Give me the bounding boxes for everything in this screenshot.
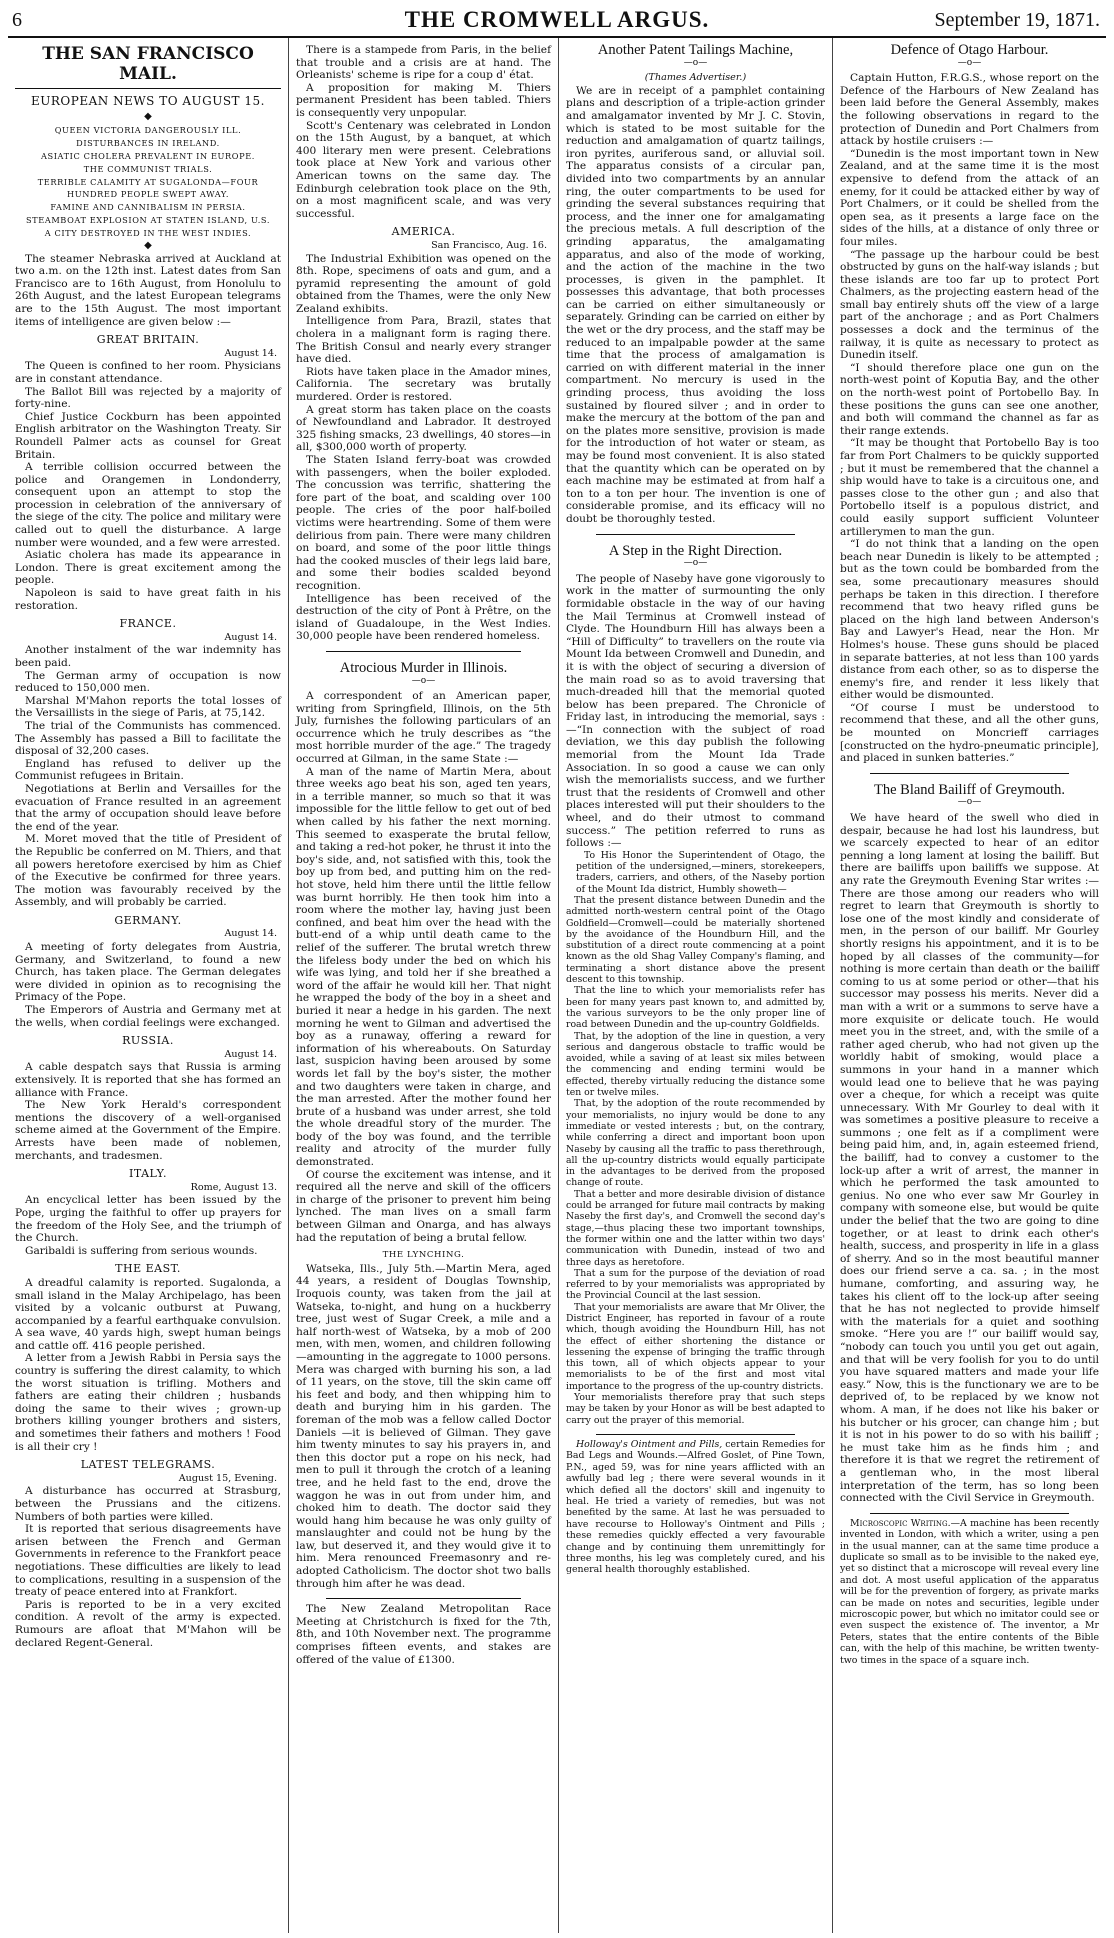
paragraph: A great storm has taken place on the coasts of Newfoundland and Labrador. It destroyed 325 fishing smacks, 23 dwellings, 40 stores—in all, $300,000 worth of property. <box>296 403 551 454</box>
paragraph: A cable despatch says that Russia is arming extensively. It is reported that she has formed an alliance with France. <box>15 1061 281 1099</box>
issue-date: September 19, 1871. <box>934 9 1100 31</box>
divider-rule <box>596 534 795 535</box>
paragraph: Paris is reported to be in a very excited condition. A revolt of the army is expected. Rumours are afloat that M'Mahon will be declared Regent-General. <box>15 1598 281 1649</box>
paragraph: A man of the name of Martin Mera, about three weeks ago beat his son, aged ten years, in a terrible manner, so much so that it was impossible for the little fellow to get out of bed when called by his father the next morning. This seemed to exasperate the brutal fellow, and taking a red-hot poker, he thrust it into the boy's side, and, not satisfied with this, took the boy up from bed, and putting him on the red-hot stove, held him there until the little fellow was burnt horribly. He then took him into a room where the mother lay, having just been confined, and beat him over the head with the butt-end of a whip until death came to the relief of the sufferer. The brutal wretch threw the lifeless body under the bed on which his wife was lying, and told her if she breathed a word of the affair he would kill her. That night he wrapped the body of the boy in a sheet and buried it near a hedge in his garden. The next morning he went to Gilman and advertised the boy as a runaway, offering a reward for information of his whereabouts. On Saturday last, suspicion having been aroused by some words let fall by the boy's sister, the mother and two daughters were taken in charge, and the man arrested. After the mother found her brute of a husband was under arrest, she told the whole dreadful story of the murder. The body of the boy was found, and the terrible reality and atrocity of the murder fully demonstrated. <box>296 765 551 1169</box>
paragraph: That the line to which your memorialists refer has been for many years past known to, and admitted by, the various surveyors to be the only proper line of road between Dunedin and the up-country Goldfields. <box>566 985 825 1031</box>
headline: FAMINE AND CANNIBALISM IN PERSIA. <box>50 201 246 212</box>
column-3 <box>558 38 832 1933</box>
paragraph: The people of Naseby have gone vigorously to work in the matter of surmounting the only formidable obstacle in the way of our having the Mail Terminus at Cromwell instead of Clyde. The Houndburn Hill has always been a “Hill of Difficulty” to travellers on the route via Mount Ida between Cromwell and Dunedin, and it is with the object of securing a diversion of the main road so as to avoid traversing that much-dreaded hill that the memorial quoted below has been prepared. The Chronicle of Friday last, in introducing the memorial, says :—“In connection with the subject of road deviation, we this day publish the following memorial from the Mount Ida Trade Association. In so good a cause we can only wish the memorialists success, and we further trust that the residents of Cromwell and other places interested will put their shoulders to the wheel, and do their utmost to command success.” The petition referred to runs as follows :— <box>566 572 825 850</box>
item-microscopic-writing <box>840 1518 1099 1666</box>
paragraph: Scott's Centenary was celebrated in London on the 15th August, by a banquet, at which 400 literary men were present. Celebrations took place at New York and various other American towns on the same day. The Edinburgh celebration took place on the 9th, on a most magnificent scale, and was very successful. <box>296 119 551 220</box>
paragraph: The Emperors of Austria and Germany met at the wells, when cordial feelings were exchanged. <box>15 1004 281 1029</box>
paragraph: “It may be thought that Portobello Bay is too far from Port Chalmers to be quickly supported ; but it must be remembered that the channel a ship would have to take is a circuitous one, and passes close to the other gun ; and also that Portobello itself is a populous district, and could easily support sufficient Volunteer artillerymen to man the gun. <box>840 437 1099 538</box>
section-the-east: THE EAST. <box>115 1262 181 1276</box>
paragraph: Asiatic cholera has made its appearance in London. There is great excitement among the people. <box>15 549 281 587</box>
article-title-sf-mail: THE SAN FRANCISCO MAIL. <box>15 44 281 89</box>
headline: STEAMBOAT EXPLOSION AT STATEN ISLAND, U.S. <box>25 214 271 225</box>
subtitle-european-news: EUROPEAN NEWS TO AUGUST 15. <box>31 94 265 108</box>
column-4 <box>832 38 1106 1933</box>
paragraph: The Industrial Exhibition was opened on the 8th. Rope, specimens of oats and gum, and a pyramid representing the amount of gold obtained from the Thames, were the only New Zealand exhibits. <box>296 252 551 315</box>
dateline: August 14. <box>224 631 277 643</box>
article-title-defence: Defence of Otago Harbour. <box>890 42 1049 58</box>
dateline: August 14. <box>224 1048 277 1060</box>
paragraph: That the present distance between Dunedin and the admitted north-western central point of the Otago Goldfield—Cromwell—could be materially shortened by the avoidance of the Houndburn Hill, and the substitution of a direct route commencing at a point known as the old Shag Valley Company's flaming, and terminating a short distance above the present descent to this township. <box>566 895 825 986</box>
advertisement-holloway <box>566 1439 825 1576</box>
paragraph: Of course the excitement was intense, and it required all the nerve and skill of the officers in charge of the prisoner to prevent him being lynched. The man lives on a small farm between Gilman and Onarga, and has always had the reputation of being a brutal fellow. <box>296 1168 551 1244</box>
divider-rule <box>870 1513 1069 1514</box>
ornament-divider: ◆ <box>144 110 152 122</box>
divider-rule <box>596 1434 795 1435</box>
source-credit: (Thames Advertiser.) <box>644 72 747 84</box>
dateline: Rome, August 13. <box>190 1181 277 1193</box>
paragraph: That your memorialists are aware that Mr Oliver, the District Engineer, has reported in favour of a route which, though avoiding the Houndburn Hill, has not the effect of either shortening the distance or lessening the expense of bringing the traffic through this town, all of which objects appear to your memorialists to be of the first and most vital importance to the progress of the up-country districts. <box>566 1301 825 1392</box>
divider-rule <box>326 1598 521 1599</box>
headline: QUEEN VICTORIA DANGEROUSLY ILL. <box>54 124 242 135</box>
headline: TERRIBLE CALAMITY AT SUGALONDA—FOUR HUNDRED PEOPLE SWEPT AWAY. <box>37 176 259 199</box>
paragraph: M. Moret moved that the title of President of the Republic be conferred on M. Thiers, and that all powers heretofore exercised by him as Chief of the Executive be confirmed for three years. The motion was favourably received by the Assembly, and will probably be carried. <box>15 833 281 909</box>
ornament-divider: —o— <box>957 797 982 808</box>
paragraph: “Dunedin is the most important town in New Zealand, and at the same time it is the most expensive to defend from the attack of an enemy, for it could be attacked either by way of Port Chalmers, or it could be shelled from the open sea, as it presents a large face on the sides of the hills, at a distance of only three or four miles. <box>840 147 1099 248</box>
paragraph: “Of course I must be understood to recommend that these, and all the other guns, be mounted on Moncrieff carriages [constructed on the hydro-pneumatic principle], and placed in sunken batteries.” <box>840 701 1099 765</box>
paragraph: That, by the adoption of the line in question, a very serious and dangerous obstacle to traffic would be avoided, while a saving of at least six miles between the commencing and ending termini would be effected, thereby virtually reducing the distance some ten or twelve miles. <box>566 1030 825 1099</box>
paragraph: “I do not think that a landing on the open beach near Dunedin is likely to be attempted ; but as the town could be bombarded from the sea, some precautionary measures should perhaps be taken in this direction. I therefore recommend that two heavy rifled guns be placed on the high land between Anderson's Bay and Lawyer's Head, near the Hon. Mr Holmes's house. These guns should be placed in separate batteries, at not less than 100 yards distance from each other, so as to disperse the enemy's fire, and render it less likely that either would be dismounted. <box>840 538 1099 702</box>
headline: THE COMMUNIST TRIALS. <box>83 163 213 174</box>
paragraph: Napoleon is said to have great faith in his restoration. <box>15 587 281 612</box>
paragraph: There is a stampede from Paris, in the belief that trouble and a crisis are at hand. The Orleanists' scheme is ripe for a coup d' état. <box>296 44 551 82</box>
masthead <box>8 6 1106 38</box>
item-lead: Microscopic Writing. <box>850 1517 951 1529</box>
headline: A CITY DESTROYED IN THE WEST INDIES. <box>44 227 252 238</box>
paragraph: A meeting of forty delegates from Austria, Germany, and Switzerland, to found a new Church, has taken place. The German delegates were divided in opinion as to recognising the Primacy of the Pope. <box>15 941 281 1004</box>
column-1 <box>8 38 288 1933</box>
paragraph: We are in receipt of a pamphlet containing plans and description of a triple-action grinder and amalgamator invented by Mr J. C. Stovin, which is stated to be most suitable for the reduction and amalgamation of quartz tailings, iron pyrites, auriferous sand, or alluvial soil. The apparatus consists of a circular pan, divided into two compartments by an annular ring, the outer compartments to be used for grinding the several substances requiring that process, and the inner one for amalgamating the precious metals. A full description of the grinding apparatus, the amalgamating apparatus, and also of the mode of working, and the action of the machine in the two processes, is given in the pamphlet. It possesses this advantage, that both processes can be carried on either simultaneously or separately. Grinding can be carried on either by the wet or the dry process, and the staff may be reduced to an impalpable powder at the same time that the process of amalgamation is carried on with different material in the inner compartment. No mercury is used in the grinding process, thus avoiding the loss sustained by floured silver ; and in order to make the mercury at the bottom of the pan and on the plates more sensitive, provision is made for the introduction of hot water or steam, as may be found most convenient. It is also stated that the quantity which can be operated on by each machine may be estimated at from half a ton to a ton per hour. The invention is one of considerable promise, and its efficacy will no doubt be thoroughly tested. <box>566 84 825 525</box>
paragraph: An encyclical letter has been issued by the Pope, urging the faithful to offer up prayers for the freedom of the Holy See, and the triumph of the Church. <box>15 1194 281 1245</box>
dateline: San Francisco, Aug. 16. <box>431 239 547 251</box>
paragraph: Garibaldi is suffering from serious wounds. <box>25 1244 258 1257</box>
paragraph: Intelligence from Para, Brazil, states that cholera in a malignant form is raging there. The British Consul and nearly every stranger have died. <box>296 315 551 366</box>
section-america: AMERICA. <box>391 225 456 239</box>
paragraph: “I should therefore place one gun on the north-west point of Koputia Bay, and the other on the north-west point of Portobello Bay. In these positions the guns can see one another, and both will command the channel as far as their range extends. <box>840 361 1099 437</box>
paragraph: We have heard of the swell who died in despair, because he had lost his laundress, but we scarcely expected to hear of an editor penning a long lament at losing the bailiff. But there are bailiffs upon bailiffs we suppose. At any rate the Greymouth Evening Star writes :—There are those among our readers who will regret to learn that Greymouth is shortly to lose one of the most kindly and considerate of men, in the person of our bailiff. Mr Gourley shortly resigns his appointment, and it is to be hoped by all classes of the community—for nothing is more certain than death or the bailiff coming to us at some period or other—that his successor may possess his merits. Never did a man with a writ or a summons to serve have a more exquisite or delicate touch. He would meet you in the street, and, with the smile of a rather aged cherub, who had not given up the worldly habit of smoking, would place a summons in your hand in a manner which would lead one to believe that he was paying over a cheque, for which a receipt was quite unnecessary. With Mr Gourley to deal with it was sometimes a positive pleasure to receive a summons ; one felt as if a compliment were being paid him, and, in, again esteemed friend, the bailiff, had to convey a customer to the lock-up after a writ of arrest, the manner in which he performed the task amounted to genius. No one who ever saw Mr Gourley in company with someone else, but would be quite under the belief that the two are going to dine together, or at least to drink each other's health, success, and prosperity in life in a glass of sherry. And so in the most beautiful manner does our friend serve a ca. sa. ; in the most humane, comforting, and assuring way, he takes his client off to the lock-up after seeing that he has not neglected to provide himself with the materials for a quiet and soothing smoke. “Here you are !” our bailiff would say, “nobody can touch you until you get out again, and that will be very foolish for you to do until you have squared matters and made your life easy.” Now, this is the functionary we are to be deprived of, to be replaced by we know not whom. A man, if he does not like his baker or his butcher or his grocer, can change him ; but it is not in his power to do so with his bailiff ; he must take him as he finds him ; and therefore it is that we regret the retirement of a gentleman who, in the most liberal interpretation of the term, has so long been connected with the Civil Service in Greymouth. <box>840 812 1099 1505</box>
paragraph: That a better and more desirable division of distance could be arranged for future mail contracts by making Naseby the first day's, and Cromwell the second day's stage,—thus placing these two important townships, the former within one and the latter within two days' communication with Dunedin, instead of two and three days as heretofore. <box>566 1188 825 1268</box>
article-title-bailiff: The Bland Bailiff of Greymouth. <box>873 781 1065 798</box>
ornament-divider: —o— <box>411 675 436 686</box>
paragraph: Negotiations at Berlin and Versailles for the evacuation of France resulted in an agreement that the army of occupation should leave before the end of the year. <box>15 782 281 833</box>
paragraph: The Ballot Bill was rejected by a majority of forty-nine. <box>15 385 281 411</box>
column-2 <box>288 38 558 1933</box>
headline: ASIATIC CHOLERA PREVALENT IN EUROPE. <box>41 150 255 161</box>
article-title-tailings: Another Patent Tailings Machine, <box>597 42 794 58</box>
advert-lead: Holloway's Ointment and Pills, <box>576 1438 723 1450</box>
paragraph: Captain Hutton, F.R.G.S., whose report on the Defence of the Harbours of New Zealand has been laid before the General Assembly, makes the following observations in regard to the protection of Dunedin and Port Chalmers from attack by hostile cruisers :— <box>840 72 1099 148</box>
paragraph: Another instalment of the war indemnity has been paid. <box>15 644 281 669</box>
intro-paragraph: The steamer Nebraska arrived at Auckland at two a.m. on the 12th inst. Latest dates from San Francisco are to 16th August, from Honolulu to 26th August, and the latest European telegrams are to the 15th August. The most important items of intelligence are given below :— <box>15 252 281 328</box>
paragraph: Your memorialists therefore pray that such steps may be taken by your Honor as will be best adapted to carry out the prayer of this memorial. <box>566 1392 825 1426</box>
paragraph: The Staten Island ferry-boat was crowded with passengers, when the boiler exploded. The concussion was terrific, shattering the fore part of the boat, and scalding over 100 people. The cries of the poor half-boiled victims were heartrending. Some of them were delirious from pain. There were many children on board, and some of the poor little things had the cooked muscles of their legs laid bare, and some their bodies scalded beyond recognition. <box>296 454 551 592</box>
paragraph: Watseka, Ills., July 5th.—Martin Mera, aged 44 years, a resident of Douglas Township, Iroquois county, was taken from the jail at Watseka, to-night, and hung on a huckberry tree, just west of Sugar Creek, a mile and a half north-west of Watseka, by a mob of 200 men, with men, women, and children following—amounting in the aggregate to 1000 persons. Mera was charged with burning his son, a lad of 11 years, on the stove, till the skin came off his feet and body, and then whipping him to death and burying him in his garden. The foreman of the mob was a fellow called Doctor Daniels —it is believed of Gilman. They gave him twenty minutes to say his prayers in, and then this doctor put a rope on his neck, had men to pull it through the crotch of a leaning tree, and he held fast to the end, drove the waggon he was in out from under him, and choked him to death. The doctor said they would hang him because he was only guilty of manslaughter and could not be hung by the law, but deserved it, and they would give it to him. Mera renounced Freemasonry and re-adopted Catholicism. The doctor shot two balls through him after he was dead. <box>296 1262 551 1590</box>
paragraph: A letter from a Jewish Rabbi in Persia says the country is suffering the direst calamity, to which the worst situation is trifling. Mothers and fathers are eating their children ; husbands doing the same to their wives ; grown-up brothers killing younger brothers and sisters, and sometimes their fathers and mothers ! Food is all their cry ! <box>15 1352 281 1453</box>
section-italy: ITALY. <box>129 1167 167 1181</box>
petition-address: To His Honor the Superintendent of Otago, the petition of the undersigned,—miners, storekeepers, traders, carriers, and others, of the Naseby portion of the Mount Ida district, Humbly showeth— <box>576 849 825 895</box>
dateline: August 14. <box>224 928 277 940</box>
paragraph: The New York Herald's correspondent mentions the discovery of a well-organised scheme aimed at the Government of the Empire. Arrests have been made of noblemen, merchants, and tradesmen. <box>15 1099 281 1162</box>
paragraph: Chief Justice Cockburn has been appointed English arbitrator on the Washington Treaty. Sir Roundell Palmer acts as counsel for Great Britain. <box>15 410 281 461</box>
page-number: 6 <box>12 9 22 31</box>
ornament-divider: —o— <box>683 558 708 569</box>
paragraph: Intelligence has been received of the destruction of the city of Pont à Prêtre, on the island of Guadaloupe, in the West Indies. 30,000 people have been rendered homeless. <box>296 592 551 643</box>
paragraph: It is reported that serious disagreements have arisen between the French and German Governments in reference to the Frankfort peace negotiations. These difficulties are likely to lead to complications, resulting in a suspension of the treaty of peace entered into at Frankfort. <box>15 1523 281 1599</box>
advert-text: certain Remedies for Bad Legs and Wounds.—Alfred Goslet, of Pine Town, P.N., aged 59, was for nine years afflicted with an awfully bad leg ; there were several wounds in it which defied all the doctors' skill and ingenuity to heal. He tried a variety of remedies, but was not benefited by the same. At last he was persuaded to have recourse to Holloway's Ointment and Pills ; these remedies quickly effected a very favourable change and by continuing them unremittingly for three months, his leg was completely cured, and his general health thoroughly established. <box>566 1438 826 1576</box>
paragraph: A disturbance has occurred at Strasburg, between the Prussians and the citizens. Numbers of both parties were killed. <box>15 1485 281 1523</box>
paragraph: Marshal M'Mahon reports the total losses of the Versaillists in the siege of Paris, at 75,142. <box>15 694 281 720</box>
petition-block <box>566 850 825 1426</box>
paragraph: A dreadful calamity is reported. Sugalonda, a small island in the Malay Archipelago, has been visited by a volcanic outburst at Puwang, accompanied by a fearful earthquake convulsion. A sea wave, 40 yards high, swept human beings and cattle off. 416 people perished. <box>15 1276 281 1352</box>
paragraph: That a sum for the purpose of the deviation of road referred to by your memorialists was appropriated by the Provincial Council at the last session. <box>566 1267 825 1302</box>
section-latest-telegrams: LATEST TELEGRAMS. <box>80 1458 216 1472</box>
paragraph: Riots have taken place in the Amador mines, California. The secretary was brutally murdered. Order is restored. <box>296 365 551 404</box>
headline: DISTURBANCES IN IRELAND. <box>76 137 220 148</box>
dateline: August 14. <box>224 347 277 359</box>
divider-rule <box>326 651 521 652</box>
paragraph: That, by the adoption of the route recommended by your memorialists, no injury would be done to any immediate or vested interests ; but, on the contrary, while conferring a direct and important boon upon Naseby by causing all the traffic to pass therethrough, all the up-country districts would equally participate in the advantages to be derived from the proposed change of route. <box>566 1098 825 1189</box>
paragraph: The Queen is confined to her room. Physicians are in constant attendance. <box>15 360 281 385</box>
article-title-step: A Step in the Right Direction. <box>608 542 783 559</box>
dateline: August 15, Evening. <box>178 1472 277 1484</box>
section-great-britain: GREAT BRITAIN. <box>96 333 200 347</box>
paragraph: A correspondent of an American paper, writing from Springfield, Illinois, on the 5th July, furnishes the following particulars of an occurrence which he truly describes as “the most horrible murder of the age.” The tragedy occurred at Gilman, in the same State :— <box>296 690 551 766</box>
article-title-murder: Atrocious Murder in Illinois. <box>339 659 508 676</box>
section-france: FRANCE. <box>119 617 177 631</box>
ornament-divider: —o— <box>683 57 708 68</box>
ornament-divider: —o— <box>957 57 982 68</box>
paragraph: The German army of occupation is now reduced to 150,000 men. <box>15 669 281 695</box>
section-germany: GERMANY. <box>114 913 182 927</box>
paragraph: England has refused to deliver up the Communist refugees in Britain. <box>15 757 281 783</box>
section-the-lynching: THE LYNCHING. <box>382 1250 465 1261</box>
paragraph: A proposition for making M. Thiers permanent President has been tabled. Thiers is consequently very unpopular. <box>296 81 551 119</box>
ornament-divider: ◆ <box>144 239 152 251</box>
paragraph: “The passage up the harbour could be best obstructed by guns on the half-way islands ; but these islands are too far up to protect Port Chalmers, as the projecting eastern head of the small bay entirely shuts off the view of a large part of the anchorage ; and as Port Chalmers possesses a dock and the terminus of the railway, it is quite as necessary to protect as Dunedin itself. <box>840 248 1099 362</box>
paragraph: A terrible collision occurred between the police and Orangemen in Londonderry, consequent upon an attempt to stop the procession in celebration of the anniversary of the siege of the city. The police and military were called out to quell the disturbance. A large number were wounded, and a few were arrested. <box>15 461 281 549</box>
paragraph: The trial of the Communists has commenced. The Assembly has passed a Bill to facilitate the disposal of 32,200 cases. <box>15 719 281 758</box>
paper-name: THE CROMWELL ARGUS. <box>404 7 710 32</box>
divider-rule <box>870 773 1069 774</box>
item-text: —A machine has been recently invented in London, with which a writer, using a pen in the usual manner, can at the same time produce a duplicate so small as to be invisible to the naked eye, yet so distinct that a microscope will reveal every line and dot. A most useful application of the apparatus will be for the prevention of forgery, as private marks can be made on notes and securities, legible under microscopic power, but which no imitator could see or even suspect the existence of. The inventor, a Mr Peters, states that the entire contents of the Bible can, with the help of this machine, be written twenty-two times in the space of a square inch. <box>840 1517 1100 1666</box>
paragraph: The New Zealand Metropolitan Race Meeting at Christchurch is fixed for the 7th, 8th, and 10th November next. The programme comprises fifteen events, and stakes are offered of the value of £1300. <box>296 1603 551 1666</box>
section-russia: RUSSIA. <box>122 1034 174 1048</box>
